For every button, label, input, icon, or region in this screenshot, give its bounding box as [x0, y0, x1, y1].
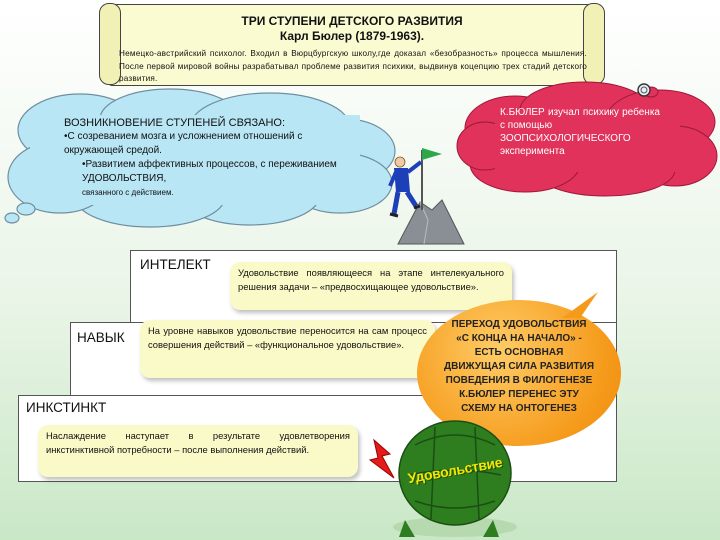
- orange-note-text: ПЕРЕХОД УДОВОЛЬСТВИЯ «С КОНЦА НА НАЧАЛО» - ЕСТЬ ОСНОВНАЯ ДВИЖУЩАЯ СИЛА РАЗВИТИЯ ПОВЕДЕНИЯ В ФИЛОГЕНЕЗЕ К.БЮЛЕР ПЕРЕНЕС ЭТУ СХЕМУ НА ОНТОГЕНЕЗ: [444, 319, 595, 414]
- cloud-heading: ВОЗНИКНОВЕНИЕ СТУПЕНЕЙ СВЯЗАНО:: [64, 117, 286, 129]
- right-cloud-line-3: эксперимента: [500, 146, 565, 157]
- biography-text: Немецко-австрийский психолог. Входил в Вюрцбургскую школу,где доказал «безобразность» процесса мышления. После первой мировой войны разрабатывал проблеме развития психики, выдвинув коцепцию трех стадий детского развития.: [119, 49, 587, 83]
- intellect-callout: Удовольствие появляющееся на этапе интелекуального решения задачи – «предвосхищающее удовольствие».: [230, 262, 512, 310]
- title-line-2: Карл Бюлер (1879-1963).: [279, 29, 425, 43]
- orange-note-pointer: [560, 290, 600, 320]
- cloud-item-2-tail: УДОВОЛЬСТВИЯ,: [82, 173, 167, 184]
- cloud-item-1: •С созреванием мозга и усложнением отношений с окружающей средой.: [64, 131, 303, 156]
- instinct-callout: Наслаждение наступает в результате удовлетворения инкстинктивной потребности – после выполнения действий.: [38, 425, 358, 477]
- title-scroll: [108, 4, 596, 86]
- title-line-1: ТРИ СТУПЕНИ ДЕТСКОГО РАЗВИТИЯ: [241, 14, 463, 28]
- cloud-item-2-small: связанного с действием.: [82, 188, 174, 197]
- cloud-item-2: [64, 158, 354, 186]
- skill-callout: На уровне навыков удовольствие переносится на сам процесс совершения действий – «функциональное удовольствие».: [140, 320, 435, 378]
- cloud-item-2-text: •Развитием аффективных процессов, с переживанием: [82, 159, 337, 170]
- intellect-label: ИНТЕЛЕКТ: [140, 257, 211, 272]
- left-cloud-text: [64, 116, 354, 200]
- page-title: [109, 14, 595, 44]
- turtle-shell-text: Удовольствие: [406, 453, 504, 487]
- skill-label: НАВЫК: [77, 330, 125, 345]
- right-cloud-line-2: ЗООПСИХОЛОГИЧЕСКОГО: [500, 133, 631, 144]
- instinct-label: ИНКСТИНКТ: [26, 400, 107, 415]
- mountain-climber-icon: [380, 140, 470, 245]
- magnifier-icon: [634, 80, 656, 102]
- right-cloud-text: [500, 106, 660, 158]
- right-cloud-line-1: К.БЮЛЕР изучал психику ребенка с помощью: [500, 107, 660, 131]
